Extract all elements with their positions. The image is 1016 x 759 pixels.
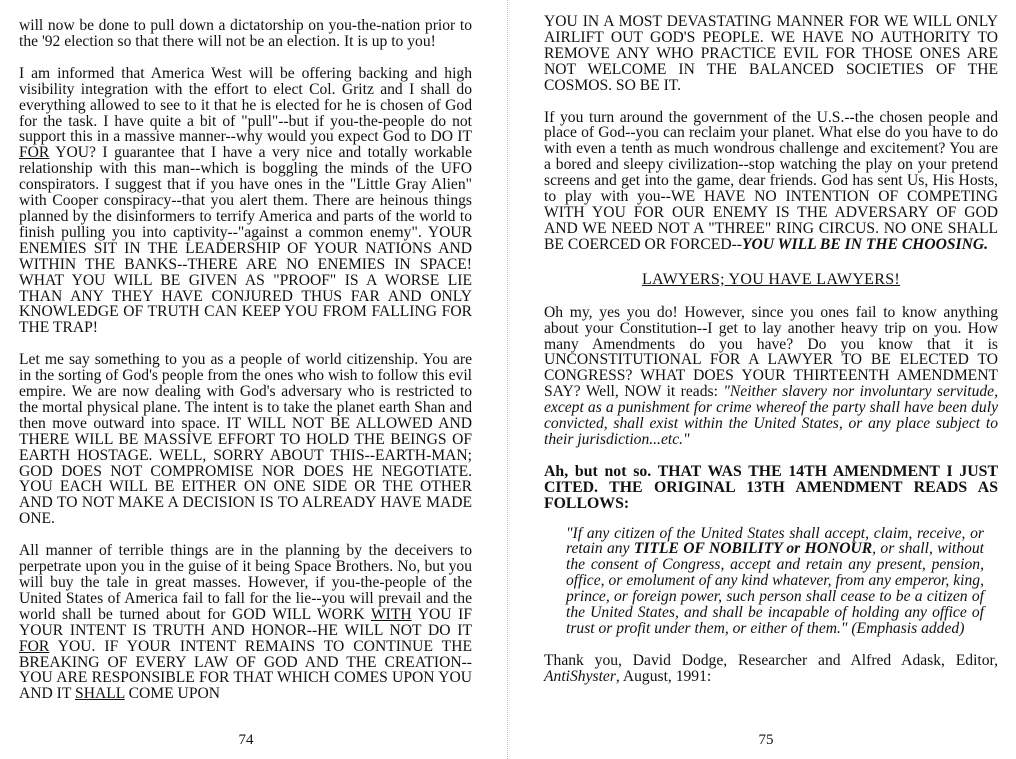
right-p5-text-b: , August, 1991:	[615, 667, 712, 685]
left-p4-text-b: YOU IF YOUR INTENT IS TRUTH AND HONOR--HE WILL NOT DO IT	[19, 605, 472, 639]
left-p4-text-c: YOU. IF YOUR INTENT REMAINS TO CONTINUE THE BREAKING OF EVERY LAW OF GOD AND THE CREATION--YOU ARE RESPONSIBLE FOR THAT WHICH COMES UPON YOU AND IT	[19, 637, 472, 703]
left-paragraph-1: will now be done to pull down a dictatorship on you-the-nation prior to the '92 election so that there will not be an election. It is up to you!	[19, 17, 472, 50]
right-paragraph-4: Ah, but not so. THAT WAS THE 14TH AMENDMENT I JUST CITED. THE ORIGINAL 13TH AMENDMENT READS AS FOLLOWS:	[544, 462, 998, 512]
left-p2-text-b: YOU? I guarantee that I have a very nice and totally workable relationship with this man--which is boggling the minds of the UFO conspirators. I suggest that if you have ones in the "Little Gray Alien" with Cooper conspiracy--that you alert them. There are heinous things planned by the disinformers to terrify America and parts of the world to finish pulling you into captivity--"against a common enemy". YOUR ENEMIES SIT IN THE LEADERSHIP OF YOUR NATIONS AND WITHIN THE BANKS--THERE ARE NO ENEMIES IN SPACE! WHAT YOU WILL BE GIVEN AS "PROOF" IS A WORSE LIE THAN ANY THEY HAVE CONJURED THUS FAR AND ONLY KNOWLEDGE OF TRUTH CAN KEEP YOU FROM FALLING FOR THE TRAP!	[19, 144, 472, 337]
quote-emphasis: TITLE OF NOBILITY or HONOUR	[633, 540, 873, 558]
amendment-quote	[566, 526, 984, 637]
section-heading: LAWYERS; YOU HAVE LAWYERS!	[641, 270, 901, 288]
right-p2-text: If you turn around the government of the U.S.--the chosen people and place of God--you can reclaim your planet. What else do you have to do with even a tenth as much wondrous challenge and excitement? You are a bored and sleepy civilization--stop watching the play on your pretend screens and get into the game, dear friends. God has sent Us, His Hosts, to play with you--WE HAVE NO INTENTION OF COMPETING WITH YOU FOR OUR ENEMY IS THE ADVERSARY OF GOD AND WE NEED NOT A "THREE" RING CIRCUS. NO ONE SHALL BE COERCED OR FORCED--	[544, 108, 998, 253]
left-p2-underlined-for: FOR	[19, 144, 50, 162]
right-p5-italic: AntiShyster	[544, 667, 616, 685]
left-paragraph-3: Let me say something to you as a people of world citizenship. You are in the sorting of God's people from the ones who wish to follow this evil empire. We are now dealing with God's adversary who is restricted to the mortal physical plane. The intent is to take the planet earth Shan and then move outward into space. IT WILL NOT BE ALLOWED AND THERE WILL BE MASSIVE EFFORT TO HOLD THE BEINGS OF EARTH HOSTAGE. WELL, SORRY ABOUT THIS--EARTH-MAN; GOD DOES NOT COMPROMISE NOR DOES HE NEGOTIATE. YOU EACH WILL BE EITHER ON ONE SIDE OR THE OTHER AND TO NOT MAKE A DECISION IS TO ALREADY HAVE MADE ONE.	[19, 351, 472, 528]
right-paragraph-2	[544, 110, 998, 253]
right-page	[510, 0, 1016, 759]
right-p3-text: Oh my, yes you do! However, since you ones fail to know anything about your Constitution--I get to lay another heavy trip on you. How many Amendments do you have? Do you know that it is UNCONSTITUTIONAL FOR A LAWYER TO BE ELECTED TO CONGRESS? WHAT DOES YOUR THIRTEENTH AMENDMENT SAY? Well, NOW it reads:	[544, 303, 998, 401]
left-p4-underlined-with: WITH	[370, 605, 412, 623]
right-paragraph-3	[544, 305, 998, 448]
left-paragraph-4	[19, 543, 472, 702]
right-p3-italic: "Neither slavery nor involuntary servitude, except as a punishment for crime whereof the party shall have been duly convicted, shall exist within the United States, or any place subject to their jurisdiction...etc."	[544, 383, 998, 448]
left-p4-underlined-shall: SHALL	[75, 685, 125, 703]
left-p4-text-d: COME UPON	[124, 685, 221, 703]
page-number-right: 75	[758, 732, 774, 748]
left-p4-underlined-for: FOR	[19, 637, 50, 655]
left-p2-text-a: I am informed that America West will be offering backing and high visibility integration with the effort to elect Col. Gritz and I shall do everything allowed to see to it that he is elected for he is chosen of God for the task. I have quite a bit of "pull"--but if you-the-people do not support this in a massive manner--why would you expect God to DO IT	[19, 64, 472, 146]
left-paragraph-2	[19, 66, 472, 336]
quote-text-c: , or shall, without the consent of Congress, accept and retain any present, pension, office, or emolument of any kind whatever, from any emperor, king, prince, or foreign power, such person shall cease to be a citizen of the United States, and shall be incapable of holding any office of trust or profit under them, or either of them." (Emphasis added)	[566, 540, 984, 637]
quote-text-a: "If any citizen of the United States shall accept, claim, receive, or retain any	[566, 524, 984, 558]
page-number-left: 74	[238, 732, 254, 748]
right-p2-italic: YOU WILL BE IN THE CHOOSING.	[741, 235, 989, 253]
right-paragraph-1: YOU IN A MOST DEVASTATING MANNER FOR WE WILL ONLY AIRLIFT OUT GOD'S PEOPLE. WE HAVE NO AUTHORITY TO REMOVE ANY WHO PRACTICE EVIL FOR THOSE ONES ARE NOT WELCOME IN THE BALANCED SOCIETIES OF THE COSMOS. SO BE IT.	[544, 13, 998, 94]
left-p4-text-a: All manner of terrible things are in the planning by the deceivers to perpetrate upon you in the guise of it being Space Brothers. No, but you will buy the tale in great masses. However, if you-the-people of the United States of America fail to fall for the lie--you will prevail and the world shall be turned about for GOD WILL WORK	[19, 542, 472, 623]
right-paragraph-5	[544, 653, 998, 685]
right-p5-text-a: Thank you, David Dodge, Researcher and Alfred Adask, Editor,	[544, 651, 998, 669]
